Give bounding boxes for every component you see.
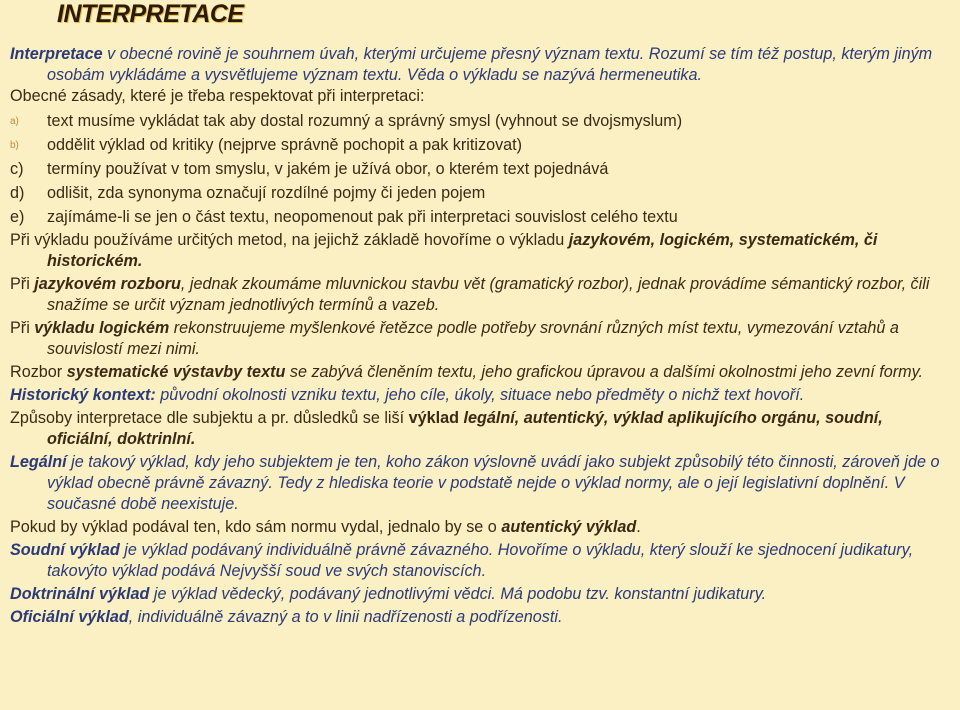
logic-paragraph <box>10 318 948 360</box>
methods-lead: Při výkladu používáme určitých metod, na jejichž základě hovoříme o výkladu <box>10 231 569 249</box>
list-item-text: text musíme vykládat tak aby dostal rozumný a správný smysl (vyhnout se dvojsmyslum) <box>47 112 683 130</box>
system-term: systematické výstavby textu <box>66 363 286 381</box>
list-marker: d) <box>10 184 25 202</box>
list-item-text: oddělit výklad od kritiky (nejprve správně pochopit a pak kritizovat) <box>47 136 523 154</box>
court-text: je výklad podávaný individuálně právně závazného. Hovoříme o výkladu, který slouží ke sjednocení judikatury, takovýto výklad podává Nejvyšší soud ve svých stanoviscích. <box>47 541 914 580</box>
subjects-b2: legální, autentický, výklad aplikujícího orgánu, soudní, oficiální, doktrinlní. <box>47 409 883 448</box>
official-text: , individuálně závazný a to v linii nadřízenosti a podřízenosti. <box>128 608 563 626</box>
principles-heading: Obecné zásady, které je třeba respektovat při interpretaci: <box>10 87 425 105</box>
subjects-paragraph <box>10 408 948 450</box>
list-item-text: termíny používat v tom smyslu, v jakém je užívá obor, o kterém text pojednává <box>47 160 609 178</box>
doctrinal-term: Doktrinální výklad <box>10 585 150 603</box>
court-term: Soudní výklad <box>10 541 120 559</box>
language-term: jazykovém rozboru <box>34 275 181 293</box>
authentic-post: . <box>636 518 641 536</box>
doctrinal-text: je výklad vědecký, podávaný jednotlivými vědci. Má podobu tzv. konstantní judikatury. <box>149 585 767 603</box>
list-marker: a) <box>10 116 19 127</box>
list-item <box>10 183 948 204</box>
intro-paragraph <box>10 44 948 86</box>
document-body <box>10 44 948 628</box>
system-pre: Rozbor <box>10 363 67 381</box>
list-marker: b) <box>10 140 19 151</box>
language-text: , jednak zkoumáme mluvnickou stavbu vět (gramatický rozbor), jednak provádíme sémantický rozbor, čili snažíme se určit význam jednotlivých termínů a vazeb. <box>47 275 930 314</box>
language-pre: Při <box>10 275 35 293</box>
list-marker: e) <box>10 208 25 226</box>
methods-paragraph <box>10 230 948 272</box>
legal-text: je takový výklad, kdy jeho subjektem je ten, koho zákon výslovně uvádí jako subjekt způsobilý této činnosti, zároveň jde o výklad obecně právně závazný. Tedy z hlediska teorie v podstatě nejde o výklad normy, ale o její legislativní doplnění. V současné době neexistuje. <box>47 453 940 513</box>
history-paragraph <box>10 385 948 406</box>
system-paragraph <box>10 362 948 383</box>
intro-term: Interpretace <box>10 45 103 63</box>
official-paragraph <box>10 607 948 628</box>
methods-names: jazykovém, logickém, systematickém, či historickém. <box>47 231 878 270</box>
system-text: se zabývá členěním textu, jeho grafickou úpravou a dalšími okolnostmi jeho zevní formy. <box>285 363 923 381</box>
legal-paragraph <box>10 452 948 515</box>
list-item-text: zajímáme-li se jen o část textu, neopomenout pak při interpretaci souvislost celého textu <box>47 208 678 226</box>
authentic-paragraph <box>10 517 948 538</box>
language-paragraph <box>10 274 948 316</box>
court-paragraph <box>10 540 948 582</box>
history-term: Historický kontext: <box>10 386 156 404</box>
authentic-term: autentický výklad <box>501 518 637 536</box>
list-item <box>10 159 948 180</box>
list-item <box>10 135 948 156</box>
subjects-b1: výklad <box>408 409 464 427</box>
list-item <box>10 207 948 228</box>
subjects-pre: Způsoby interpretace dle subjektu a pr. důsledků se liší <box>10 409 409 427</box>
logic-term: výkladu logickém <box>34 319 170 337</box>
list-item-text: odlišit, zda synonyma označují rozdílné pojmy či jeden pojem <box>47 184 486 202</box>
authentic-pre: Pokud by výklad podával ten, kdo sám normu vydal, jednalo by se o <box>10 518 502 536</box>
logic-pre: Při <box>10 319 35 337</box>
history-text: původní okolnosti vzniku textu, jeho cíle, úkoly, situace nebo předměty o nichž text hovoří. <box>155 386 805 404</box>
doctrinal-paragraph <box>10 584 948 605</box>
legal-term: Legální <box>10 453 67 471</box>
intro-text: v obecné rovině je souhrnem úvah, kterými určujeme přesný význam textu. Rozumí se tím též postup, kterým jiným osobám vykládáme a vysvětlujeme význam textu. Věda o výkladu se nazývá hermeneutika. <box>47 45 933 84</box>
official-term: Oficiální výklad <box>10 608 129 626</box>
list-item <box>10 111 948 132</box>
list-marker: c) <box>10 160 24 178</box>
page-title: INTERPRETACE <box>57 0 244 28</box>
logic-text: rekonstruujeme myšlenkové řetězce podle potřeby srovnání různých míst textu, vymezování vztahů a souvislostí mezi nimi. <box>47 319 899 358</box>
